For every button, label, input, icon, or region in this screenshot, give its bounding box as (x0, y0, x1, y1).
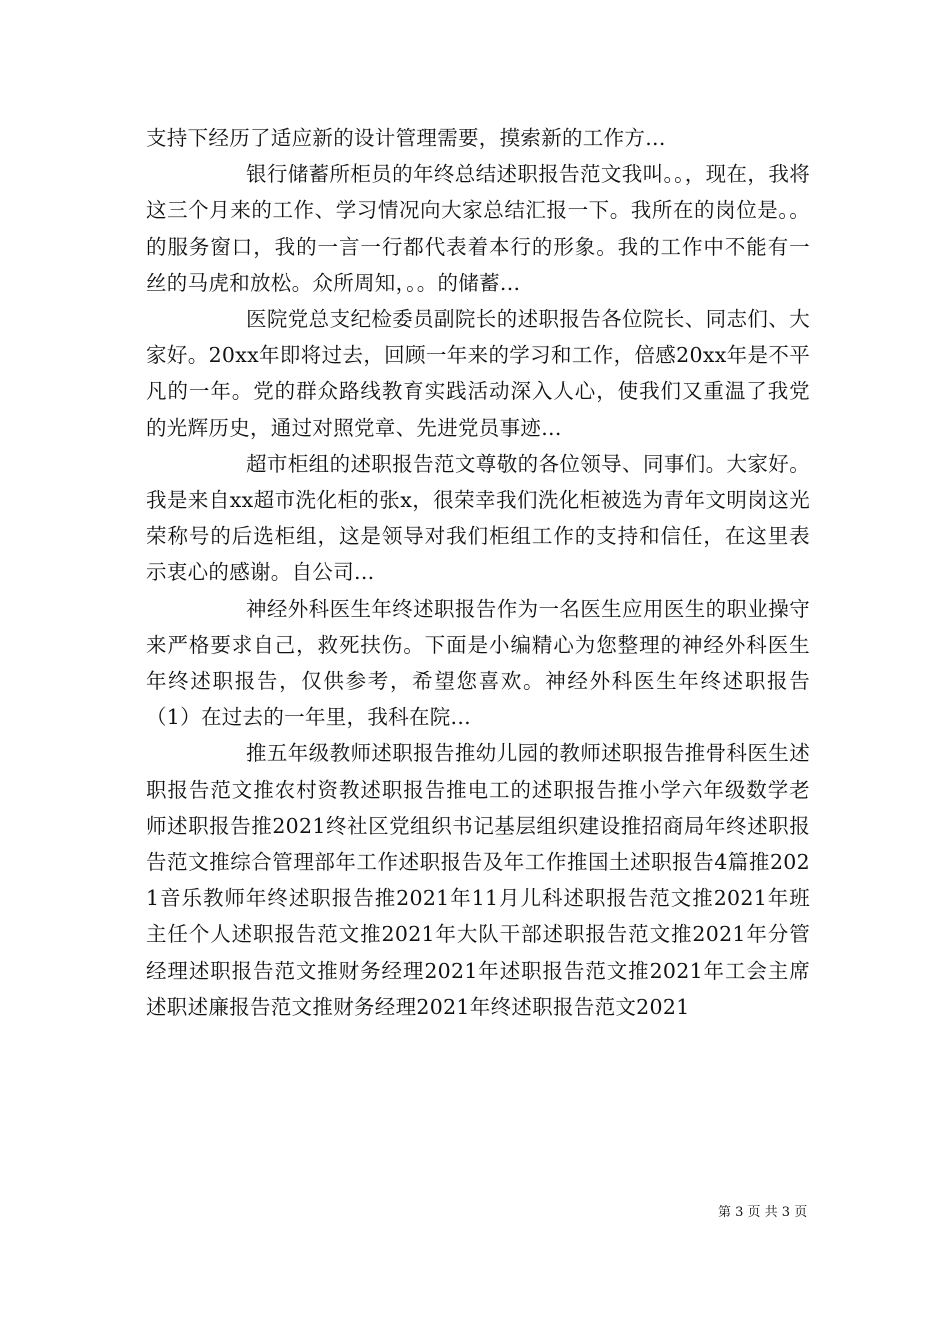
paragraph-neurosurgery-report: 神经外科医生年终述职报告作为一名医生应用医生的职业操守来严格要求自己，救死扶伤。下面是小编精心为您整理的神经外科医生年终述职报告，仅供参考，希望您喜欢。神经外科医生年终述职报告（1）在过去的一年里，我科在院... (146, 596, 810, 730)
paragraph-hospital-report: 医院党总支纪检委员副院长的述职报告各位院长、同志们、大家好。20xx年即将过去，回顾一年来的学习和工作，倍感20xx年是不平凡的一年。党的群众路线教育实践活动深入人心，使我们又重温了我党的光辉历史，通过对照党章、先进党员事迹... (146, 307, 810, 440)
document-body (146, 120, 810, 1025)
paragraph-bank-teller-report: 银行储蓄所柜员的年终总结述职报告范文我叫。。，现在，我将这三个月来的工作、学习情况向大家总结汇报一下。我所在的岗位是。。的服务窗口，我的一言一行都代表着本行的形象。我的工作中不能有一丝的马虎和放松。众所周知，。。的储蓄... (146, 162, 810, 295)
paragraph-continuation: 支持下经历了适应新的设计管理需要，摸索新的工作方... (146, 126, 666, 150)
paragraph-supermarket-report: 超市柜组的述职报告范文尊敬的各位领导、同事们。大家好。我是来自xx超市洗化柜的张x，很荣幸我们洗化柜被选为青年文明岗这光荣称号的后选柜组，这是领导对我们柜组工作的支持和信任，在这里表示衷心的感谢。自公司... (146, 451, 810, 585)
paragraph-recommended-links: 推五年级教师述职报告推幼儿园的教师述职报告推骨科医生述职报告范文推农村资教述职报告推电工的述职报告推小学六年级数学老师述职报告推2021终社区党组织书记基层组织建设推招商局年终述职报告范文推综合管理部年工作述职报告及年工作推国土述职报告4篇推2021音乐教师年终述职报告推2021年11月儿科述职报告范文推2021年班主任个人述职报告范文推2021年大队干部述职报告范文推2021年分管经理述职报告范文推财务经理2021年述职报告范文推2021年工会主席述职述廉报告范文推财务经理2021年终述职报告范文2021 (146, 741, 810, 1019)
page-number-footer: 第 3 页 共 3 页 (718, 1205, 808, 1220)
